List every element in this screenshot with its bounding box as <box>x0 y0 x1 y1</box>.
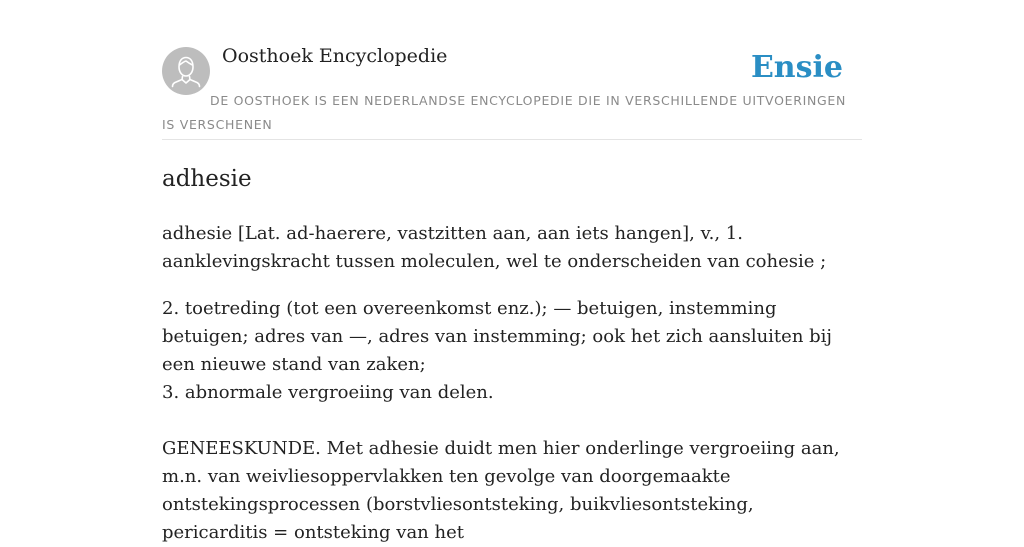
article-title: adhesie <box>162 166 252 192</box>
site-tagline: DE OOSTHOEK IS EEN NEDERLANDSE ENCYCLOPEDIE DIE IN VERSCHILLENDE UITVOERINGEN IS VERSCHENEN <box>162 93 847 132</box>
site-title-link[interactable]: Oosthoek Encyclopedie <box>222 45 448 67</box>
article-paragraph-1: adhesie [Lat. ad-haerere, vastzitten aan, aan iets hangen], v., 1. aanklevingskracht tussen moleculen, wel te onderscheiden van cohesie ; <box>162 223 827 272</box>
article-paragraph-2: 2. toetreding (tot een overeenkomst enz.); — betuigen, instemming betuigen; adres van —, adres van instemming; ook het zich aansluiten bij een nieuwe stand van zaken; <box>162 298 832 375</box>
article-paragraph-3: 3. abnormale vergroeiing van delen. <box>162 382 494 403</box>
user-avatar-icon[interactable] <box>162 47 210 95</box>
page <box>162 0 862 547</box>
ensie-logo[interactable]: Ensie <box>750 50 843 85</box>
article-paragraph-4: GENEESKUNDE. Met adhesie duidt men hier onderlinge vergroeiing aan, m.n. van weivliesoppervlakken ten gevolge van doorgemaakte ontstekingsprocessen (borstvliesontsteking, buikvliesontsteking, pericarditis = ontsteking van het <box>162 438 840 543</box>
site-header <box>162 0 862 140</box>
article <box>162 164 862 547</box>
